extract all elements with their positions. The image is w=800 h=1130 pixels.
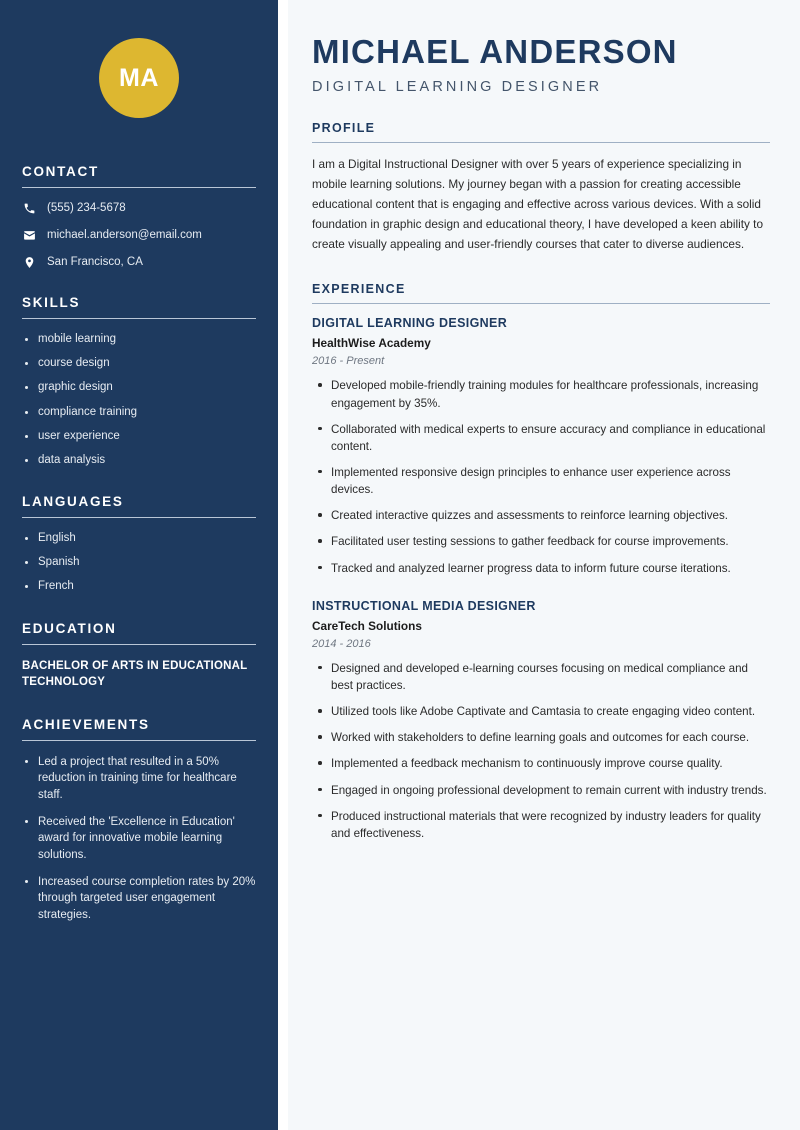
job-dates: 2016 - Present xyxy=(312,355,385,368)
page-title: MICHAEL ANDERSON xyxy=(312,33,678,70)
envelope-icon xyxy=(22,228,36,242)
contact-divider xyxy=(22,187,256,188)
sidebar xyxy=(0,0,278,1130)
main-content xyxy=(288,0,800,1130)
profile-text: I am a Digital Instructional Designer with over 5 years of experience specializing in mobile learning solutions. My journey began with a passion for creating accessible educational content that is engaging and effective across various devices. With a solid foundation in graphic design and educational theory, I have developed a keen ability to create visually appealing and user-friendly courses that cater to diverse audiences. xyxy=(312,157,764,251)
skills-section xyxy=(22,295,256,468)
column-divider xyxy=(278,0,288,1130)
list-item: Engaged in ongoing professional development to remain current with industry trends. xyxy=(312,782,770,799)
list-item: Developed mobile-friendly training modules for healthcare professionals, increasing engagement by 35%. xyxy=(312,377,770,411)
list-item: Designed and developed e-learning courses focusing on medical compliance and best practices. xyxy=(312,660,770,694)
contact-phone-row[interactable] xyxy=(22,201,256,215)
job-title: INSTRUCTIONAL MEDIA DESIGNER xyxy=(312,598,536,613)
job-bullet-list xyxy=(312,377,770,576)
education-divider xyxy=(22,644,256,645)
list-item: Worked with stakeholders to define learning goals and outcomes for each course. xyxy=(312,729,770,746)
profile-divider xyxy=(312,142,770,143)
achievements-heading: ACHIEVEMENTS xyxy=(22,716,150,732)
list-item: graphic design xyxy=(22,380,256,395)
list-item: Created interactive quizzes and assessments to reinforce learning objectives. xyxy=(312,507,770,524)
list-item: course design xyxy=(22,356,256,371)
skills-list xyxy=(22,332,256,468)
experience-divider xyxy=(312,303,770,304)
profile-heading: PROFILE xyxy=(312,121,376,136)
list-item: Led a project that resulted in a 50% reduction in training time for healthcare staff. xyxy=(22,754,256,803)
job-bullet-list xyxy=(312,660,770,842)
experience-entry xyxy=(312,599,770,650)
professional-subtitle: DIGITAL LEARNING DESIGNER xyxy=(312,79,603,96)
list-item: compliance training xyxy=(22,405,256,420)
contact-email-row[interactable] xyxy=(22,228,256,242)
job-company: CareTech Solutions xyxy=(312,618,422,633)
achievements-list xyxy=(22,754,256,923)
contact-section xyxy=(22,164,256,269)
job-company: HealthWise Academy xyxy=(312,336,431,351)
skills-heading: SKILLS xyxy=(22,295,81,310)
list-item: Implemented a feedback mechanism to continuously improve course quality. xyxy=(312,755,770,772)
list-item: Facilitated user testing sessions to gather feedback for course improvements. xyxy=(312,533,770,550)
languages-section xyxy=(22,494,256,595)
avatar: MA xyxy=(99,38,179,118)
education-degree: BACHELOR OF ARTS IN EDUCATIONAL TECHNOLOGY xyxy=(22,659,248,689)
achievements-section xyxy=(22,717,256,923)
phone-icon xyxy=(22,201,36,215)
list-item: Produced instructional materials that were recognized by industry leaders for quality and effectiveness. xyxy=(312,808,770,842)
list-item: Collaborated with medical experts to ensure accuracy and compliance in educational content. xyxy=(312,421,770,455)
languages-heading: LANGUAGES xyxy=(22,494,124,510)
contact-heading: CONTACT xyxy=(22,164,99,179)
map-pin-icon xyxy=(22,255,36,269)
achievements-divider xyxy=(22,740,256,741)
list-item: Increased course completion rates by 20% through targeted user engagement strategies. xyxy=(22,874,256,923)
skills-divider xyxy=(22,318,256,319)
contact-email-value: michael.anderson@email.com xyxy=(47,229,202,241)
list-item: Spanish xyxy=(22,555,256,570)
contact-location-row[interactable] xyxy=(22,255,256,269)
job-dates: 2014 - 2016 xyxy=(312,637,371,650)
list-item: English xyxy=(22,531,256,546)
list-item: French xyxy=(22,579,256,594)
list-item: user experience xyxy=(22,429,256,444)
avatar-container xyxy=(22,0,256,164)
list-item: Tracked and analyzed learner progress data to inform future course iterations. xyxy=(312,560,770,577)
education-heading: EDUCATION xyxy=(22,620,117,636)
list-item: data analysis xyxy=(22,453,256,468)
education-section xyxy=(22,621,256,691)
experience-section xyxy=(312,282,770,842)
languages-divider xyxy=(22,517,256,518)
contact-location-value: San Francisco, CA xyxy=(47,256,143,268)
experience-heading: EXPERIENCE xyxy=(312,282,406,297)
list-item: mobile learning xyxy=(22,332,256,347)
list-item: Implemented responsive design principles to enhance user experience across devices. xyxy=(312,464,770,498)
job-title: DIGITAL LEARNING DESIGNER xyxy=(312,316,508,331)
list-item: Utilized tools like Adobe Captivate and Camtasia to create engaging video content. xyxy=(312,703,770,720)
list-item: Received the 'Excellence in Education' award for innovative mobile learning solutions. xyxy=(22,814,256,863)
experience-entry xyxy=(312,316,770,367)
languages-list xyxy=(22,531,256,595)
contact-phone-value: (555) 234-5678 xyxy=(47,202,126,214)
profile-section xyxy=(312,121,770,254)
